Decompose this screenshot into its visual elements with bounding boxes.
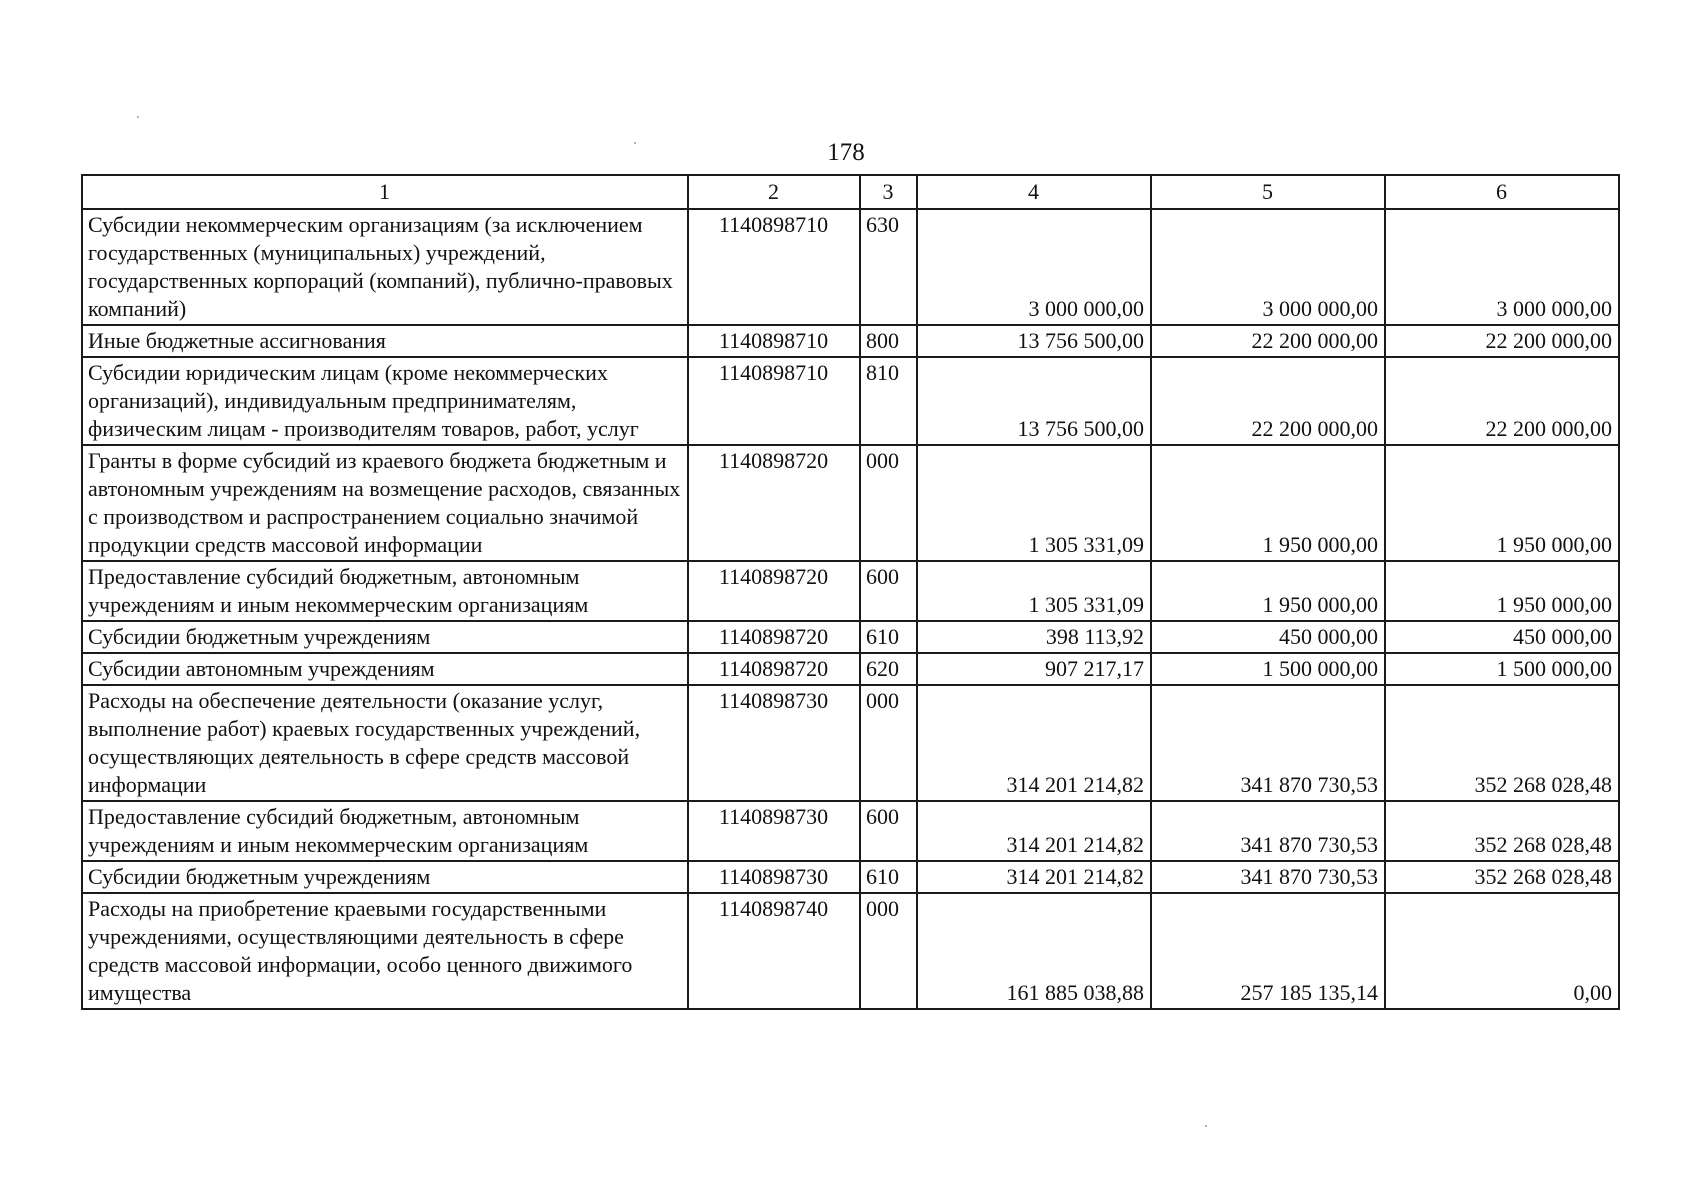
row-target-code: 1140898710: [688, 325, 860, 357]
row-expense-type: 600: [860, 561, 917, 621]
row-name: Расходы на обеспечение деятельности (оказание услуг, выполнение работ) краевых государственных учреждений, осуществляющих деятельность в сфере средств массовой информации: [82, 685, 688, 801]
row-amount-year3: 0,00: [1385, 893, 1619, 1009]
table-row: [82, 685, 1619, 801]
row-target-code: 1140898730: [688, 861, 860, 893]
row-amount-year3: 1 950 000,00: [1385, 445, 1619, 561]
row-amount-year2: 341 870 730,53: [1151, 861, 1385, 893]
header-col-1: 1: [82, 175, 688, 209]
table-row: [82, 893, 1619, 1009]
row-expense-type: 630: [860, 209, 917, 325]
row-amount-year1: 1 305 331,09: [917, 561, 1151, 621]
row-expense-type: 810: [860, 357, 917, 445]
row-amount-year2: 257 185 135,14: [1151, 893, 1385, 1009]
row-target-code: 1140898740: [688, 893, 860, 1009]
scan-speck: [137, 116, 139, 118]
table-row: [82, 445, 1619, 561]
table-row: [82, 357, 1619, 445]
row-amount-year1: 907 217,17: [917, 653, 1151, 685]
row-expense-type: 600: [860, 801, 917, 861]
row-amount-year1: 1 305 331,09: [917, 445, 1151, 561]
row-target-code: 1140898720: [688, 653, 860, 685]
row-amount-year1: 314 201 214,82: [917, 801, 1151, 861]
row-amount-year1: 13 756 500,00: [917, 325, 1151, 357]
row-amount-year3: 1 950 000,00: [1385, 561, 1619, 621]
row-expense-type: 610: [860, 861, 917, 893]
row-name: Предоставление субсидий бюджетным, автономным учреждениям и иным некоммерческим организациям: [82, 801, 688, 861]
row-name: Гранты в форме субсидий из краевого бюджета бюджетным и автономным учреждениям на возмещение расходов, связанных с производством и распространением социально значимой продукции средств массовой информации: [82, 445, 688, 561]
table-body: [82, 209, 1619, 1009]
header-col-4: 4: [917, 175, 1151, 209]
row-target-code: 1140898720: [688, 561, 860, 621]
table-row: [82, 561, 1619, 621]
row-name: Субсидии автономным учреждениям: [82, 653, 688, 685]
row-expense-type: 610: [860, 621, 917, 653]
header-col-3: 3: [860, 175, 917, 209]
page-number: 178: [827, 139, 865, 166]
row-amount-year3: 22 200 000,00: [1385, 357, 1619, 445]
row-amount-year3: 1 500 000,00: [1385, 653, 1619, 685]
row-target-code: 1140898730: [688, 801, 860, 861]
table-row: [82, 801, 1619, 861]
row-target-code: 1140898720: [688, 621, 860, 653]
table-row: [82, 653, 1619, 685]
table-header: [82, 175, 1619, 209]
scan-speck: [634, 142, 636, 144]
row-amount-year1: 13 756 500,00: [917, 357, 1151, 445]
header-col-5: 5: [1151, 175, 1385, 209]
row-amount-year2: 341 870 730,53: [1151, 801, 1385, 861]
row-amount-year3: 450 000,00: [1385, 621, 1619, 653]
row-amount-year2: 450 000,00: [1151, 621, 1385, 653]
header-col-2: 2: [688, 175, 860, 209]
row-target-code: 1140898710: [688, 357, 860, 445]
row-amount-year3: 352 268 028,48: [1385, 801, 1619, 861]
row-amount-year2: 1 500 000,00: [1151, 653, 1385, 685]
row-amount-year3: 22 200 000,00: [1385, 325, 1619, 357]
row-amount-year2: 22 200 000,00: [1151, 357, 1385, 445]
row-amount-year1: 314 201 214,82: [917, 685, 1151, 801]
row-name: Субсидии юридическим лицам (кроме некоммерческих организаций), индивидуальным предпринимателям, физическим лицам - производителям товаров, работ, услуг: [82, 357, 688, 445]
row-amount-year1: 161 885 038,88: [917, 893, 1151, 1009]
row-amount-year1: 398 113,92: [917, 621, 1151, 653]
row-name: Субсидии некоммерческим организациям (за исключением государственных (муниципальных) учреждений, государственных корпораций (компаний), публично-правовых компаний): [82, 209, 688, 325]
table-row: [82, 325, 1619, 357]
row-amount-year2: 1 950 000,00: [1151, 445, 1385, 561]
row-amount-year2: 3 000 000,00: [1151, 209, 1385, 325]
row-name: Иные бюджетные ассигнования: [82, 325, 688, 357]
table-row: [82, 861, 1619, 893]
row-name: Расходы на приобретение краевыми государственными учреждениями, осуществляющими деятельность в сфере средств массовой информации, особо ценного движимого имущества: [82, 893, 688, 1009]
row-target-code: 1140898730: [688, 685, 860, 801]
row-amount-year1: 3 000 000,00: [917, 209, 1151, 325]
row-name: Предоставление субсидий бюджетным, автономным учреждениям и иным некоммерческим организациям: [82, 561, 688, 621]
row-name: Субсидии бюджетным учреждениям: [82, 621, 688, 653]
row-amount-year3: 352 268 028,48: [1385, 861, 1619, 893]
row-expense-type: 620: [860, 653, 917, 685]
row-target-code: 1140898710: [688, 209, 860, 325]
row-amount-year3: 3 000 000,00: [1385, 209, 1619, 325]
header-col-6: 6: [1385, 175, 1619, 209]
row-expense-type: 800: [860, 325, 917, 357]
row-amount-year2: 22 200 000,00: [1151, 325, 1385, 357]
row-expense-type: 000: [860, 685, 917, 801]
scan-speck: [1205, 1125, 1207, 1127]
table-row: [82, 621, 1619, 653]
row-expense-type: 000: [860, 445, 917, 561]
row-amount-year2: 341 870 730,53: [1151, 685, 1385, 801]
row-expense-type: 000: [860, 893, 917, 1009]
row-amount-year2: 1 950 000,00: [1151, 561, 1385, 621]
row-name: Субсидии бюджетным учреждениям: [82, 861, 688, 893]
row-target-code: 1140898720: [688, 445, 860, 561]
row-amount-year3: 352 268 028,48: [1385, 685, 1619, 801]
header-row: [82, 175, 1619, 209]
row-amount-year1: 314 201 214,82: [917, 861, 1151, 893]
budget-table: [81, 174, 1620, 1010]
table-row: [82, 209, 1619, 325]
